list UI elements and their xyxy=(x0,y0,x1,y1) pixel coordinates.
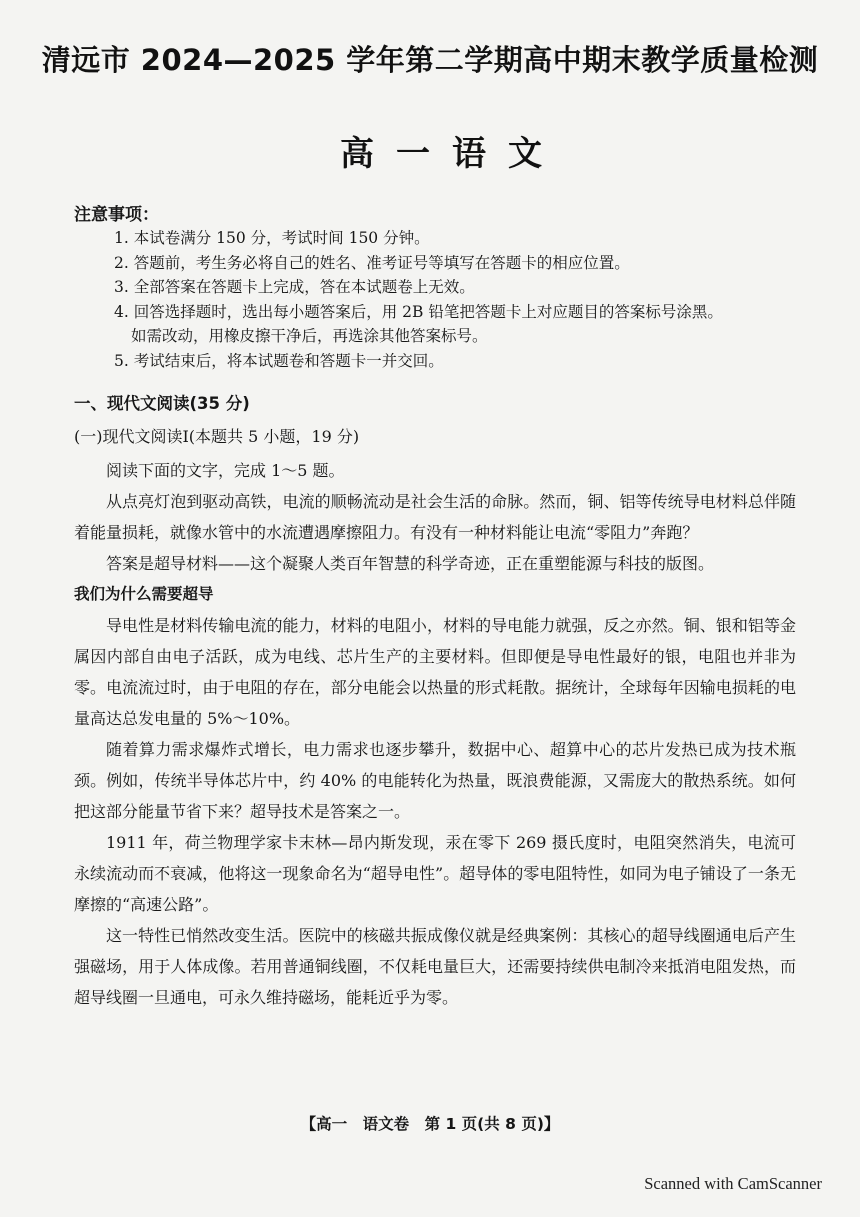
notice-item: 3. 全部答案在答题卡上完成，答在本试题卷上无效。 xyxy=(114,278,475,296)
notice-item: 4. 回答选择题时，选出每小题答案后，用 2B 铅笔把答题卡上对应题目的答案标号涂黑。 xyxy=(114,302,723,321)
article-paragraph: 1911 年，荷兰物理学家卡末林—昂内斯发现，汞在零下 269 摄氏度时，电阻突然消失，电流可永续流动而不衰减，他将这一现象命名为“超导电性”。超导体的零电阻特性，如同为电子铺设了一条无摩擦的“高速公路”。 xyxy=(74,833,796,914)
reading-passage xyxy=(74,455,796,1013)
scanner-watermark: Scanned with CamScanner xyxy=(644,1174,822,1193)
intro-paragraph: 从点亮灯泡到驱动高铁，电流的顺畅流动是社会生活的命脉。然而，铜、铝等传统导电材料总伴随着能量损耗，就像水管中的水流遭遇摩擦阻力。有没有一种材料能让电流“零阻力”奔跑？ xyxy=(74,492,796,542)
page-footer: 【高一 语文卷 第 1 页(共 8 页)】 xyxy=(300,1115,560,1133)
notice-list xyxy=(114,226,814,373)
exam-title: 清远市 2024—2025 学年第二学期高中期末教学质量检测 xyxy=(41,43,819,77)
article-heading: 我们为什么需要超导 xyxy=(74,585,214,603)
section-title: 一、现代文阅读(35 分) xyxy=(74,394,250,413)
notice-item: 2. 答题前，考生务必将自己的姓名、准考证号等填写在答题卡的相应位置。 xyxy=(114,253,630,272)
intro-paragraph: 答案是超导材料——这个凝聚人类百年智慧的科学奇迹，正在重塑能源与科技的版图。 xyxy=(106,554,715,573)
notice-heading: 注意事项： xyxy=(74,205,159,225)
instruction-text: 阅读下面的文字，完成 1～5 题。 xyxy=(106,461,345,480)
article-paragraph: 这一特性已悄然改变生活。医院中的核磁共振成像仪就是经典案例：其核心的超导线圈通电后产生强磁场，用于人体成像。若用普通铜线圈，不仅耗电量巨大，还需要持续供电制冷来抵消电阻发热，而超导线圈一旦通电，可永久维持磁场，能耗近乎为零。 xyxy=(74,926,796,1007)
section-subtitle: (一)现代文阅读Ⅰ(本题共 5 小题，19 分) xyxy=(74,427,360,446)
article-paragraph: 导电性是材料传输电流的能力，材料的电阻小，材料的导电能力就强，反之亦然。铜、银和铝等金属因内部自由电子活跃，成为电线、芯片生产的主要材料。但即便是导电性最好的银，电阻也并非为零。电流流过时，由于电阻的存在，部分电能会以热量的形式耗散。据统计，全球每年因输电损耗的电量高达总发电量的 5%～10%。 xyxy=(74,616,796,728)
notice-item: 5. 考试结束后，将本试题卷和答题卡一并交回。 xyxy=(114,351,444,370)
subject-title: 高一语文 xyxy=(340,134,564,174)
notice-item: 1. 本试卷满分 150 分，考试时间 150 分钟。 xyxy=(114,229,430,247)
article-paragraph: 随着算力需求爆炸式增长，电力需求也逐步攀升，数据中心、超算中心的芯片发热已成为技术瓶颈。例如，传统半导体芯片中，约 40% 的电能转化为热量，既浪费能源，又需庞大的散热系统。如何把这部分能量节省下来？超导技术是答案之一。 xyxy=(74,740,796,821)
notice-item-continuation: 如需改动，用橡皮擦干净后，再选涂其他答案标号。 xyxy=(131,327,488,345)
